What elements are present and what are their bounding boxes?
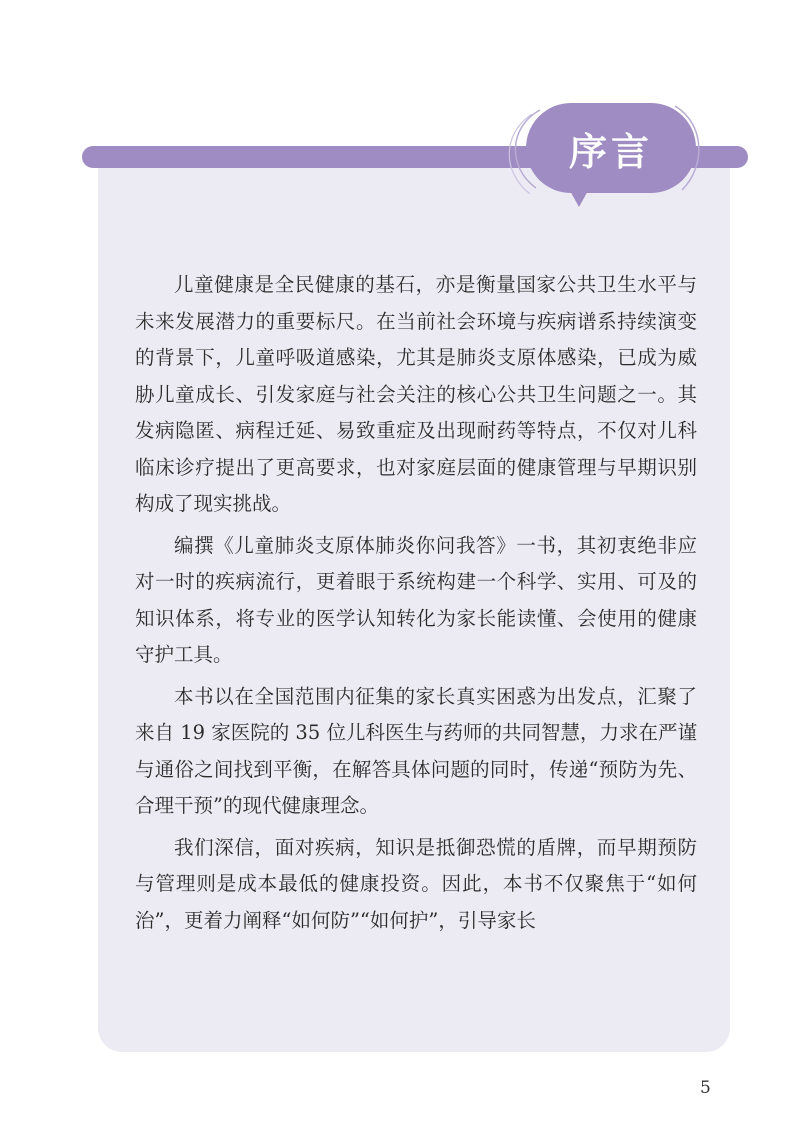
paragraph: 儿童健康是全民健康的基石，亦是衡量国家公共卫生水平与未来发展潜力的重要标尺。在当前社会环境与疾病谱系持续演变的背景下，儿童呼吸道感染，尤其是肺炎支原体感染，已成为威胁儿童成长、引发家庭与社会关注的核心公共卫生问题之一。其发病隐匿、病程迁延、易致重症及出现耐药等特点，不仅对儿科临床诊疗提出了更高要求，也对家庭层面的健康管理与早期识别构成了现实挑战。 [135, 273, 697, 515]
paragraph: 我们深信，面对疾病，知识是抵御恐慌的盾牌，而早期预防与管理则是成本最低的健康投资。因此，本书不仅聚焦于“如何治”，更着力阐释“如何防”“如何护”，引导家长 [135, 835, 697, 932]
paragraph: 编撰《儿童肺炎支原体肺炎你问我答》一书，其初衷绝非应对一时的疾病流行，更着眼于系统构建一个科学、实用、可及的知识体系，将专业的医学认知转化为家长能读懂、会使用的健康守护工具。 [135, 533, 697, 666]
title-bubble-tail [569, 189, 589, 207]
preface-body [135, 267, 697, 944]
page-number: 5 [700, 1078, 711, 1098]
paragraph: 本书以在全国范围内征集的家长真实困惑为出发点，汇聚了来自 19 家医院的 35 位儿科医生与药师的共同智慧，力求在严谨与通俗之间找到平衡，在解答具体问题的同时，传递“预防为先、合理干预”的现代健康理念。 [135, 684, 697, 817]
page-title: 序言 [526, 103, 696, 193]
